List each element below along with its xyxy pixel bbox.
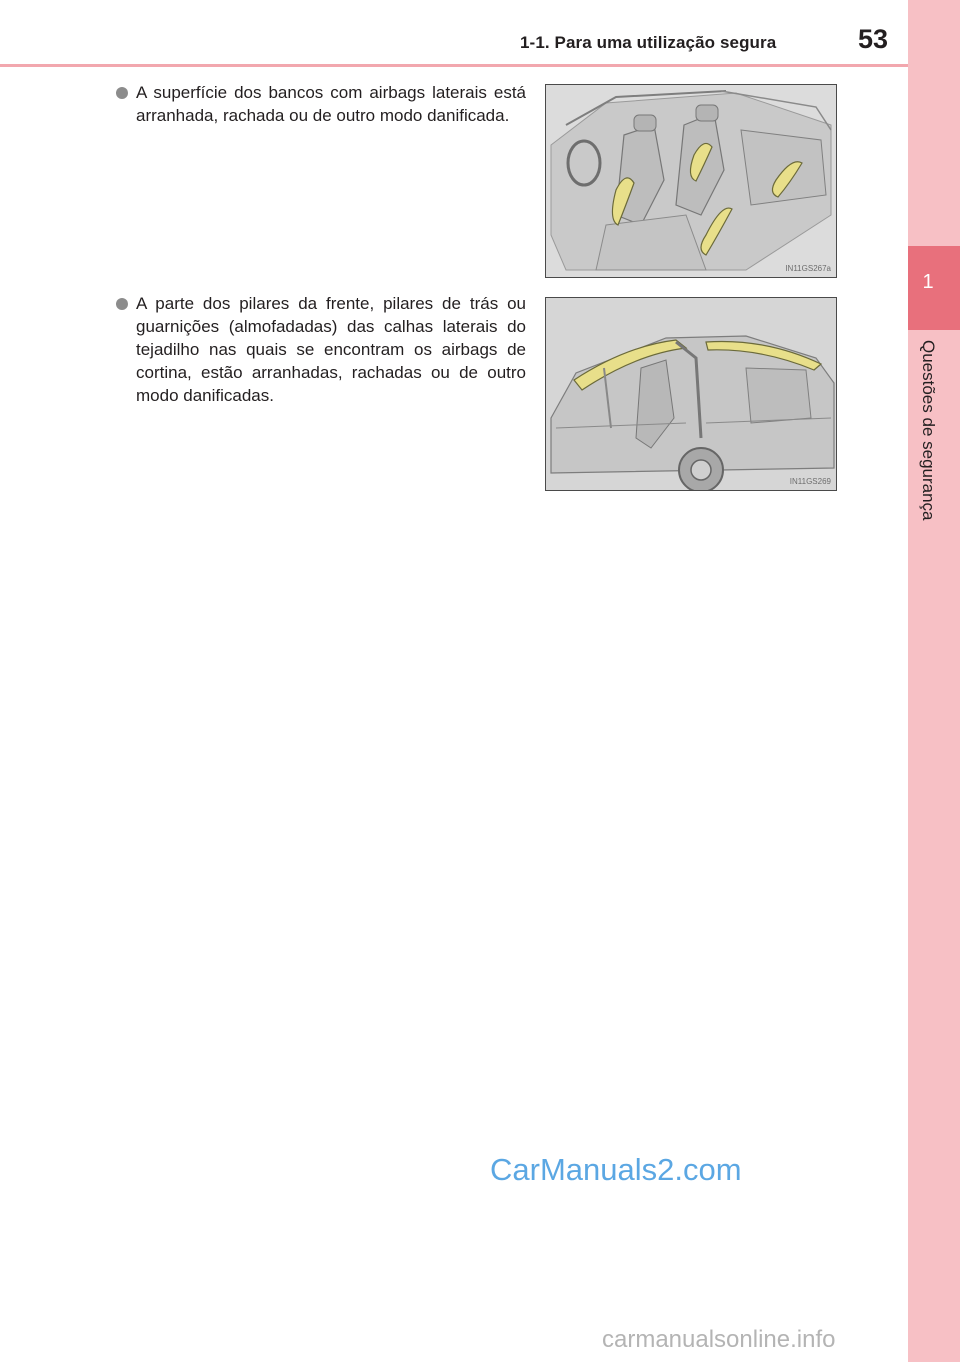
chapter-title: Questões de segurança: [919, 340, 938, 521]
figure-side-airbags: [545, 84, 837, 278]
header-divider: [0, 64, 908, 67]
watermark-logo: CarManuals2.com: [490, 1152, 742, 1187]
bullet-icon: [116, 87, 128, 99]
figure-code: IN11GS269: [789, 477, 831, 486]
bullet-text: A superfície dos bancos com airbags laterais está arranhada, rachada ou de outro modo danificada.: [136, 83, 526, 125]
bullet-icon: [116, 298, 128, 310]
page-number: 53: [858, 24, 889, 54]
bullet-item-seat-airbags: [116, 81, 526, 127]
chapter-number: 1: [922, 271, 934, 293]
watermark-footer: carmanualsonline.info: [602, 1326, 836, 1353]
bullet-text: A parte dos pilares da frente, pilares de trás ou guarnições (almofadadas) das calhas laterais do tejadilho nas quais se encontram os airbags de cortina, estão arranhadas, rachadas ou de outro modo danificadas.: [136, 294, 526, 405]
side-band: [908, 0, 960, 1362]
bullet-item-curtain-airbags: [116, 292, 526, 407]
seat-airbag-illustration: [546, 85, 836, 277]
curtain-airbag-illustration: [546, 298, 836, 490]
figure-curtain-airbags: [545, 297, 837, 491]
section-title: 1-1. Para uma utilização segura: [520, 33, 777, 52]
figure-code: IN11GS267a: [785, 264, 831, 273]
